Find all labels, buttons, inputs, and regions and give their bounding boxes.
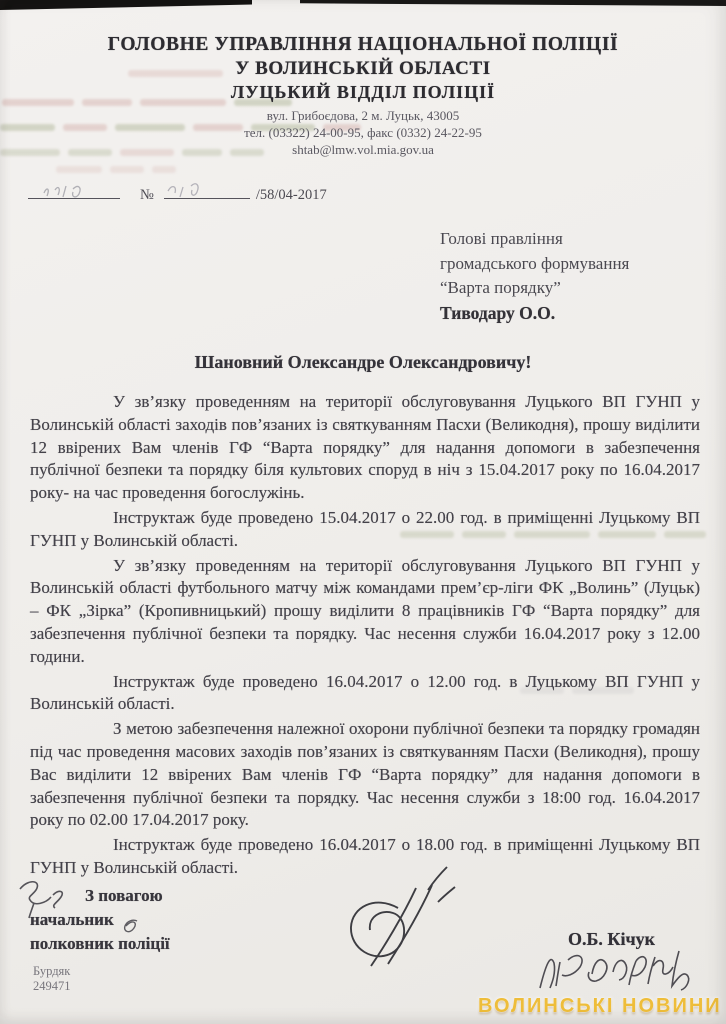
recipient-name: Тиводару О.О. — [440, 302, 556, 323]
reference-line — [28, 184, 327, 204]
closing-block — [30, 884, 170, 956]
salutation: Шановний Олександре Олександровичу! — [194, 352, 532, 372]
org-name-line1: ГОЛОВНЕ УПРАВЛІННЯ НАЦІОНАЛЬНОЇ ПОЛІЦІЇ — [107, 34, 619, 55]
news-site-watermark: ВОЛИНСЬКІ НОВИНИ — [478, 995, 722, 1017]
body-paragraph: Інструктаж буде проведено 16.04.2017 о 12.00 год. в Луцькому ВП ГУНП у Волинській області. — [30, 671, 700, 714]
body-paragraph: У зв’язку проведенням на території обслуговування Луцького ВП ГУНП у Волинській області заходів пов’язаних із святкуванням Пасхи (Великодня), прошу виділити 12 ввірених Вам членів ГФ “Варта порядку” для надання допомоги в забезпечення публічної безпеки та порядку біля культових споруд в ніч з 15.04.2017 року по 16.04.2017 року- на час проведення богослужінь. — [30, 392, 700, 503]
signer-name: О.Б. Кічук — [568, 929, 655, 949]
body-paragraph: Інструктаж буде проведено 15.04.2017 о 22.00 год. в приміщенні Луцькому ВП ГУНП у Волинській області. — [30, 507, 700, 550]
org-name-line2: У ВОЛИНСЬКІЙ ОБЛАСТІ — [235, 58, 491, 79]
closing-respect: З повагою — [85, 886, 163, 905]
body-paragraph: У зв’язку проведенням на території обслуговування Луцького ВП ГУНП у Волинській області футбольного матчу між командами прем’єр-ліги ФК „Волинь” (Луцьк) – ФК „Зірка” (Кропивницький) прошу виділити 8 працівників ГФ “Варта порядку” для забезпечення публічної безпеки та порядку. Час несення служби 16.04.2017 року з 12.00 години. — [30, 555, 700, 666]
scan-edge-artifact-left — [0, 0, 252, 10]
executor-block — [33, 964, 71, 994]
scan-edge-artifact-right — [300, 0, 726, 6]
recipient-line: Голові правління — [440, 229, 563, 248]
body-paragraph: З метою забезпечення належної охорони публічної безпеки та порядку громадян під час проведення масових заходів пов’язаних із святкуванням Пасхи (Великодня), прошу Вас виділити 12 ввірених Вам членів ГФ “Варта порядку” для надання допомоги в забезпечення публічної безпеки та порядку. Час несення служби з 18:00 год. 16.04.2017 року по 02.00 17.04.2017 року. — [30, 719, 700, 830]
number-blank-field — [164, 184, 250, 199]
executor-code: 249471 — [33, 979, 71, 993]
number-sign-label: № — [140, 187, 154, 203]
org-address: вул. Грибоєдова, 2 м. Луцьк, 43005 — [266, 108, 460, 123]
org-name-line3: ЛУЦЬКИЙ ВІДДІЛ ПОЛІЦІЇ — [230, 82, 496, 102]
signer-rank: полковник поліції — [30, 934, 170, 953]
body-paragraph: Інструктаж буде проведено 16.04.2017 о 18.00 год. в приміщенні Луцькому ВП ГУНП у Волинській області. — [30, 835, 700, 877]
reference-code: /58/04-2017 — [255, 187, 327, 203]
signature-director — [351, 867, 455, 966]
recipient-block — [440, 227, 629, 325]
letterhead — [0, 33, 726, 158]
signer-position: начальник — [30, 910, 114, 929]
recipient-line: “Варта порядку” — [440, 278, 561, 297]
signature-approval — [540, 951, 689, 990]
org-email: shtab@lmw.vol.mia.gov.ua — [292, 142, 434, 157]
letter-body — [30, 391, 700, 882]
org-phone-fax: тел. (03322) 24-00-95, факс (0332) 24-22-95 — [244, 125, 482, 140]
date-blank-field — [28, 184, 120, 199]
executor-name: Бурдяк — [33, 964, 71, 978]
bleed-through-artifact — [56, 166, 184, 173]
recipient-line: громадського формування — [440, 253, 630, 273]
